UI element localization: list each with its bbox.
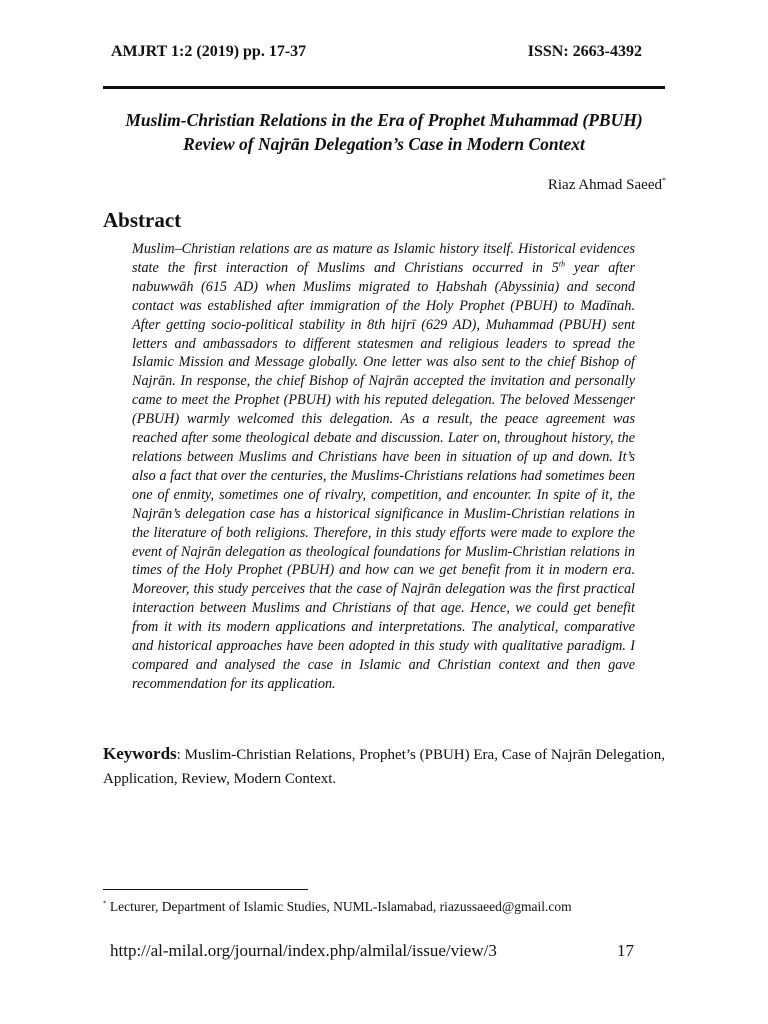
- abstract-superscript: th: [558, 259, 566, 269]
- issn-label: ISSN: 2663-4392: [527, 43, 642, 60]
- running-header: [111, 43, 642, 61]
- journal-citation: AMJRT 1:2 (2019) pp. 17-37: [111, 43, 307, 60]
- header-rule: [103, 86, 665, 89]
- title-line-1: Muslim-Christian Relations in the Era of Prophet Muhammad (PBUH): [125, 110, 643, 130]
- abstract-body: [132, 240, 635, 694]
- abstract-text-part-2: year after nabuwwāh (615 AD) when Muslims migrated to Ḥabshah (Abyssinia) and second contact was established after immigration of the Holy Prophet (PBUH) to Madīnah. After getting socio-political stability in 8th hijrī (629 AD), Muhammad (PBUH) sent letters and ambassadors to different statesmen and religious leaders to spread the Islamic Mission and Message globally. One letter was also sent to the chief Bishop of Najrān. In response, the chief Bishop of Najrān accepted the invitation and personally came to meet the Prophet (PBUH) with his reputed delegation. The beloved Messenger (PBUH) warmly welcomed this delegation. As a result, the peace agreement was reached after some theological debate and discussion. Later on, throughout history, the relations between Muslims and Christians have been in situation of up and down. It’s also a fact that over the centuries, the Muslims-Christians relations had sometimes been one of enmity, sometimes one of rivalry, competition, and encounter. In spite of it, the Najrān’s delegation case has a historical significance in Muslim-Christian relations in the literature of both religions. Therefore, in this study efforts were made to explore the event of Najrān delegation as theological foundations for Muslim-Christian relations in times of the Holy Prophet (PBUH) and how can we get benefit from it in modern era. Moreover, this study perceives that the case of Najrān delegation was the first practical interaction between Muslims and Christians of that age. Hence, we could get benefit from it with its modern applications and interpretations. The analytical, comparative and historical approaches have been adopted in this study with qualitative paradigm. I compared and analysed the case in Islamic and Christian context and then gave recommendation for its application.: [132, 259, 635, 692]
- page-footer: [110, 941, 634, 961]
- footer-url[interactable]: http://al-milal.org/journal/index.php/almilal/issue/view/3: [110, 941, 497, 960]
- page-number: 17: [617, 941, 634, 960]
- abstract-text-part-1: Muslim–Christian relations are as mature as Islamic history itself. Historical evidences state the first interaction of Muslims and Christians occurred in 5: [132, 241, 635, 276]
- article-title: [100, 108, 668, 156]
- author-footnote-marker: *: [662, 176, 666, 185]
- keywords-separator: :: [176, 747, 185, 763]
- keywords-list: Muslim-Christian Relations, Prophet’s (PBUH) Era, Case of Najrān Delegation, Application, Review, Modern Context.: [103, 747, 666, 787]
- footnote-rule: [103, 889, 308, 890]
- author-byline: [548, 176, 666, 194]
- author-name: Riaz Ahmad Saeed: [547, 177, 662, 193]
- footnote: [103, 899, 572, 915]
- title-line-2: Review of Najrān Delegation’s Case in Modern Context: [183, 134, 585, 154]
- abstract-heading: Abstract: [103, 208, 182, 232]
- footnote-marker: *: [103, 899, 107, 908]
- keywords-paragraph: [103, 742, 665, 791]
- keywords-label: Keywords: [103, 744, 177, 763]
- footnote-text: Lecturer, Department of Islamic Studies, NUML-Islamabad, riazussaeed@gmail.com: [106, 899, 572, 914]
